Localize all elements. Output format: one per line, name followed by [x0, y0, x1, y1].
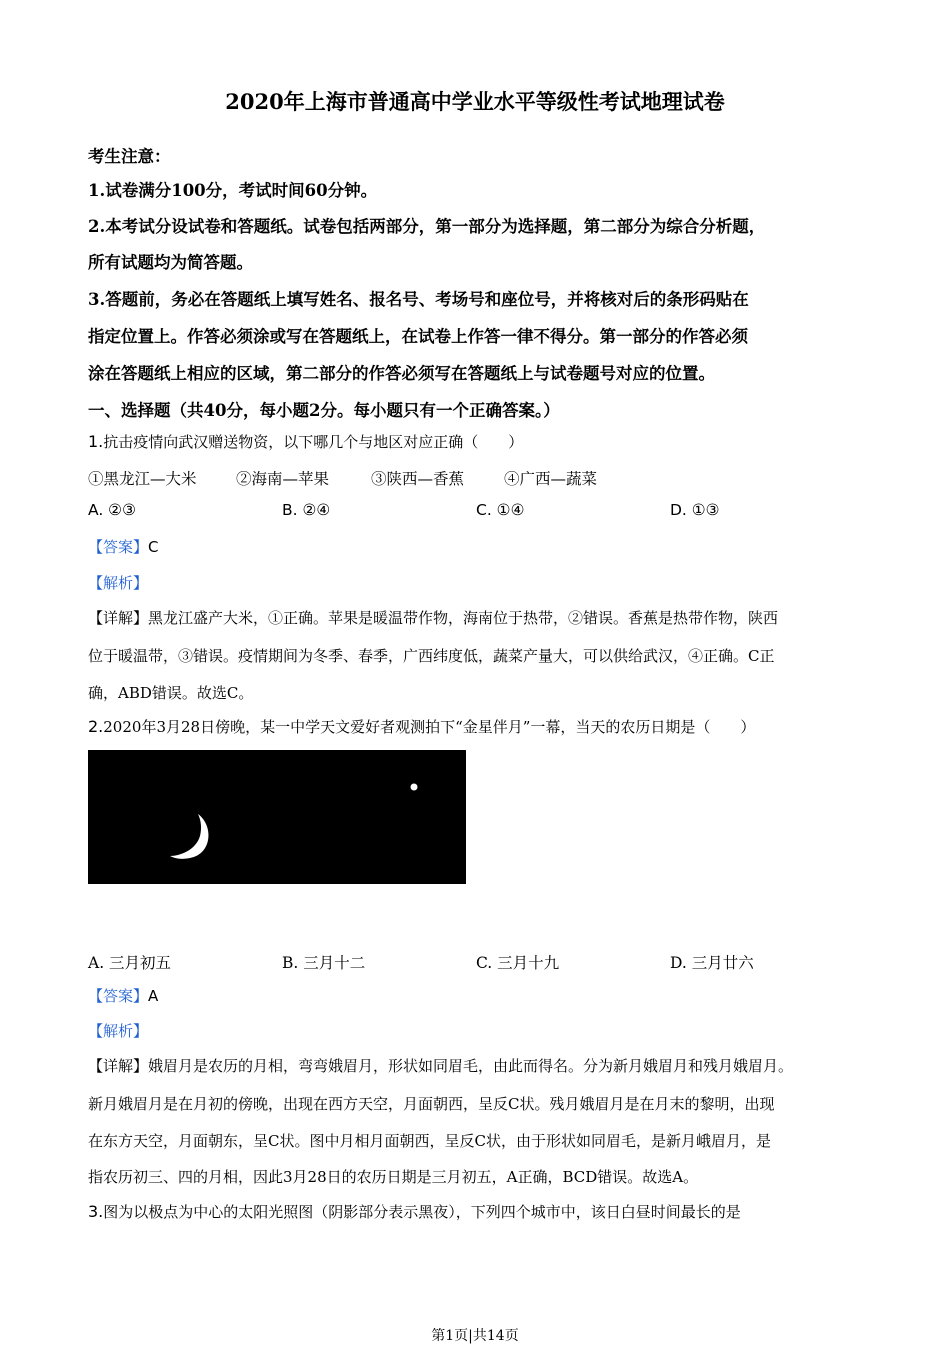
question-number: 2. — [88, 717, 104, 736]
answer-value: A — [148, 987, 159, 1005]
q1-item: ②海南—苹果 — [236, 470, 330, 488]
q2-option-d: D. 三月廿六 — [670, 954, 754, 972]
detail-text: 娥眉月是农历的月相，弯弯娥眉月，形状如同眉毛，由此而得名。分为新月娥眉月和残月娥眉月。 — [148, 1057, 794, 1075]
q1-detail-line — [88, 607, 778, 628]
venus-moon-photo — [88, 750, 466, 884]
answer-value: C — [148, 538, 159, 556]
q1-item: ①黑龙江—大米 — [88, 470, 197, 488]
q2-option-b: B. 三月十二 — [282, 954, 366, 972]
notice-item: 指定位置上。作答必须涂或写在答题纸上，在试卷上作答一律不得分。第一部分的作答必须 — [88, 327, 748, 346]
page-title: 2020年上海市普通高中学业水平等级性考试地理试卷 — [225, 89, 725, 114]
notice-item: 2.本考试分设试卷和答题纸。试卷包括两部分，第一部分为选择题，第二部分为综合分析题， — [88, 217, 766, 236]
detail-label: 【详解】 — [88, 1057, 149, 1075]
q2-detail-line: 指农历初三、四的月相，因此3月28日的农历日期是三月初五，A正确，BCD错误。故选A。 — [88, 1168, 699, 1186]
question-text: 抗击疫情向武汉赠送物资，以下哪几个与地区对应正确（ ） — [103, 433, 524, 451]
q2-detail-line: 新月娥眉月是在月初的傍晚，出现在西方天空，月面朝西，呈反C状。残月娥眉月是在月末的黎明，出现 — [88, 1095, 775, 1113]
detail-label: 【详解】 — [88, 609, 149, 627]
question-number: 3. — [88, 1202, 104, 1221]
analysis-label: 【解析】 — [88, 574, 149, 592]
q1-option-c: C. ①④ — [476, 501, 525, 519]
section-heading: 一、选择题（共40分，每小题2分。每小题只有一个正确答案。） — [88, 401, 560, 420]
notice-item: 涂在答题纸上相应的区域，第二部分的作答必须写在答题纸上与试卷题号对应的位置。 — [88, 364, 715, 383]
notice-heading: 考生注意： — [88, 147, 171, 166]
q1-option-d: D. ①③ — [670, 501, 720, 519]
question-number: 1. — [88, 432, 104, 451]
page-footer: 第1页|共14页 — [431, 1328, 519, 1344]
analysis-label: 【解析】 — [88, 1022, 149, 1040]
question-3-stem — [88, 1201, 741, 1222]
night-sky — [88, 750, 466, 884]
answer-label: 【答案】 — [88, 538, 149, 556]
detail-text: 黑龙江盛产大米，①正确。苹果是暖温带作物，海南位于热带，②错误。香蕉是热带作物，陕西 — [148, 609, 779, 627]
q2-option-c: C. 三月十九 — [476, 954, 560, 972]
answer-label: 【答案】 — [88, 987, 149, 1005]
q1-option-b: B. ②④ — [282, 501, 331, 519]
venus-dot — [411, 784, 418, 791]
notice-item: 3.答题前，务必在答题纸上填写姓名、报名号、考场号和座位号，并将核对后的条形码贴在 — [88, 290, 749, 309]
q1-detail-line: 位于暖温带，③错误。疫情期间为冬季、春季，广西纬度低，蔬菜产量大，可以供给武汉，④正确。C正 — [88, 647, 775, 665]
q1-item: ③陕西—香蕉 — [371, 470, 465, 488]
question-2-stem — [88, 716, 755, 737]
question-1-stem — [88, 431, 523, 452]
q2-detail-line — [88, 1055, 793, 1076]
q2-option-a: A. 三月初五 — [88, 954, 172, 972]
q1-answer — [88, 536, 159, 557]
q2-detail-line: 在东方天空，月面朝东，呈C状。图中月相月面朝西，呈反C状，由于形状如同眉毛，是新月峨眉月，是 — [88, 1132, 771, 1150]
question-text: 图为以极点为中心的太阳光照图（阴影部分表示黑夜），下列四个城市中，该日白昼时间最长的是 — [103, 1203, 741, 1221]
q1-detail-line: 确，ABD错误。故选C。 — [88, 684, 254, 702]
q1-option-a: A. ②③ — [88, 501, 136, 519]
notice-item: 1.试卷满分100分，考试时间60分钟。 — [88, 181, 378, 200]
notice-item: 所有试题均为简答题。 — [88, 253, 253, 272]
q2-answer — [88, 985, 158, 1006]
question-text: 2020年3月28日傍晚，某一中学天文爱好者观测拍下“金星伴月”一幕，当天的农历日期是（ ） — [103, 718, 756, 736]
q1-item: ④广西—蔬菜 — [504, 470, 598, 488]
